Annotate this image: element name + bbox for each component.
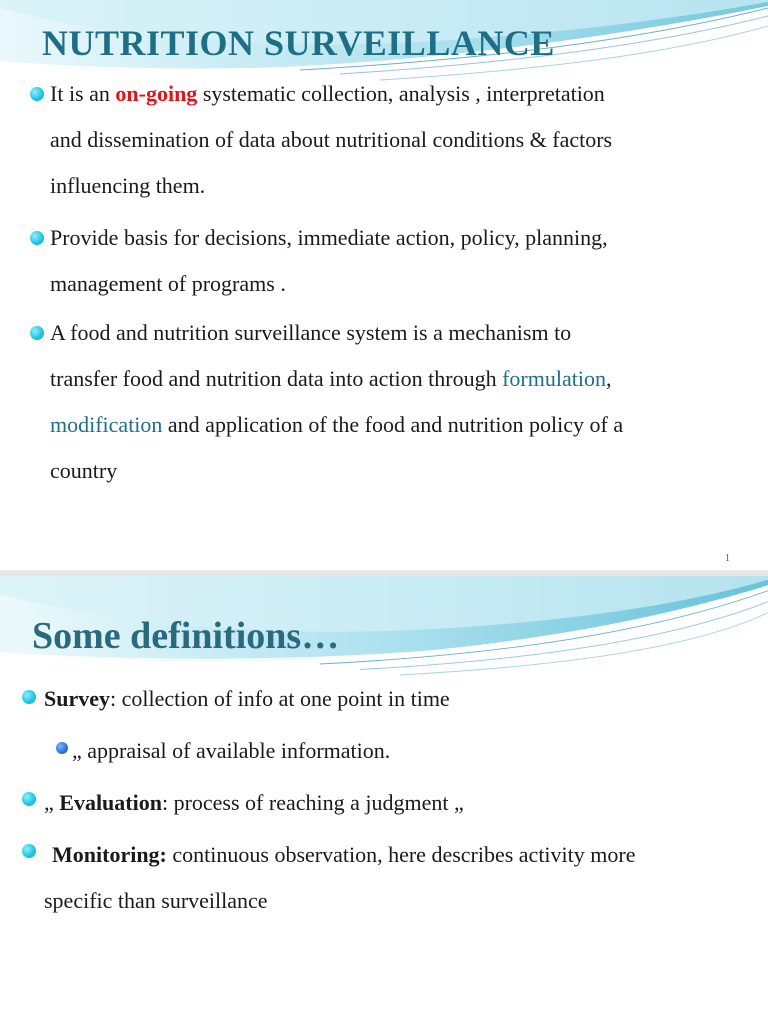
sub-bullet-icon <box>56 742 68 754</box>
definition-text: continuous observation, here describes activity more <box>166 842 636 867</box>
definition-text: : collection of info at one point in time <box>110 686 450 711</box>
bullet-text: It is an <box>50 81 116 106</box>
bullet-icon <box>30 231 44 245</box>
bullet-line: and dissemination of data about nutritional conditions & factors <box>50 127 613 152</box>
bullet-text: , <box>605 366 612 391</box>
slide-title: NUTRITION SURVEILLANCE <box>42 23 555 63</box>
bullet-icon <box>22 844 36 858</box>
bullet-line: management of programs . <box>50 271 286 296</box>
bullet-text: systematic collection, analysis , interpretation <box>197 81 605 106</box>
definition-text: „ appraisal of available information. <box>72 738 391 763</box>
definition-text: specific than surveillance <box>44 888 268 913</box>
bullet-line: country <box>50 458 118 483</box>
page-number: 1 <box>725 553 730 564</box>
bullet-line <box>50 356 611 402</box>
definition-line <box>44 790 464 816</box>
bullet-line: Provide basis for decisions, immediate action, policy, planning, <box>50 225 608 250</box>
term-evaluation: Evaluation <box>59 790 162 815</box>
definition-line <box>44 686 450 712</box>
bullet-line <box>50 71 605 117</box>
definition-text: : process of reaching a judgment „ <box>161 790 464 815</box>
bullet-line: influencing them. <box>50 173 206 198</box>
bullet-text: and application of the food and nutrition policy of a <box>162 412 624 437</box>
bullet-icon <box>22 690 36 704</box>
bullet-icon <box>30 326 44 340</box>
term-monitoring: Monitoring: <box>52 842 167 867</box>
bullet-line <box>50 402 623 448</box>
slide-2 <box>0 576 768 1024</box>
definition-text: „ <box>44 790 60 815</box>
bullet-icon <box>22 792 36 806</box>
bullet-line: A food and nutrition surveillance system is a mechanism to <box>50 320 572 345</box>
term-modification: modification <box>50 412 163 437</box>
highlight-on-going: on-going <box>115 81 198 106</box>
slide-title: Some definitions… <box>32 615 340 657</box>
bullet-text: transfer food and nutrition data into action through <box>50 366 503 391</box>
term-survey: Survey <box>44 686 110 711</box>
bullet-icon <box>30 87 44 101</box>
definition-line <box>52 842 635 868</box>
term-formulation: formulation <box>502 366 606 391</box>
